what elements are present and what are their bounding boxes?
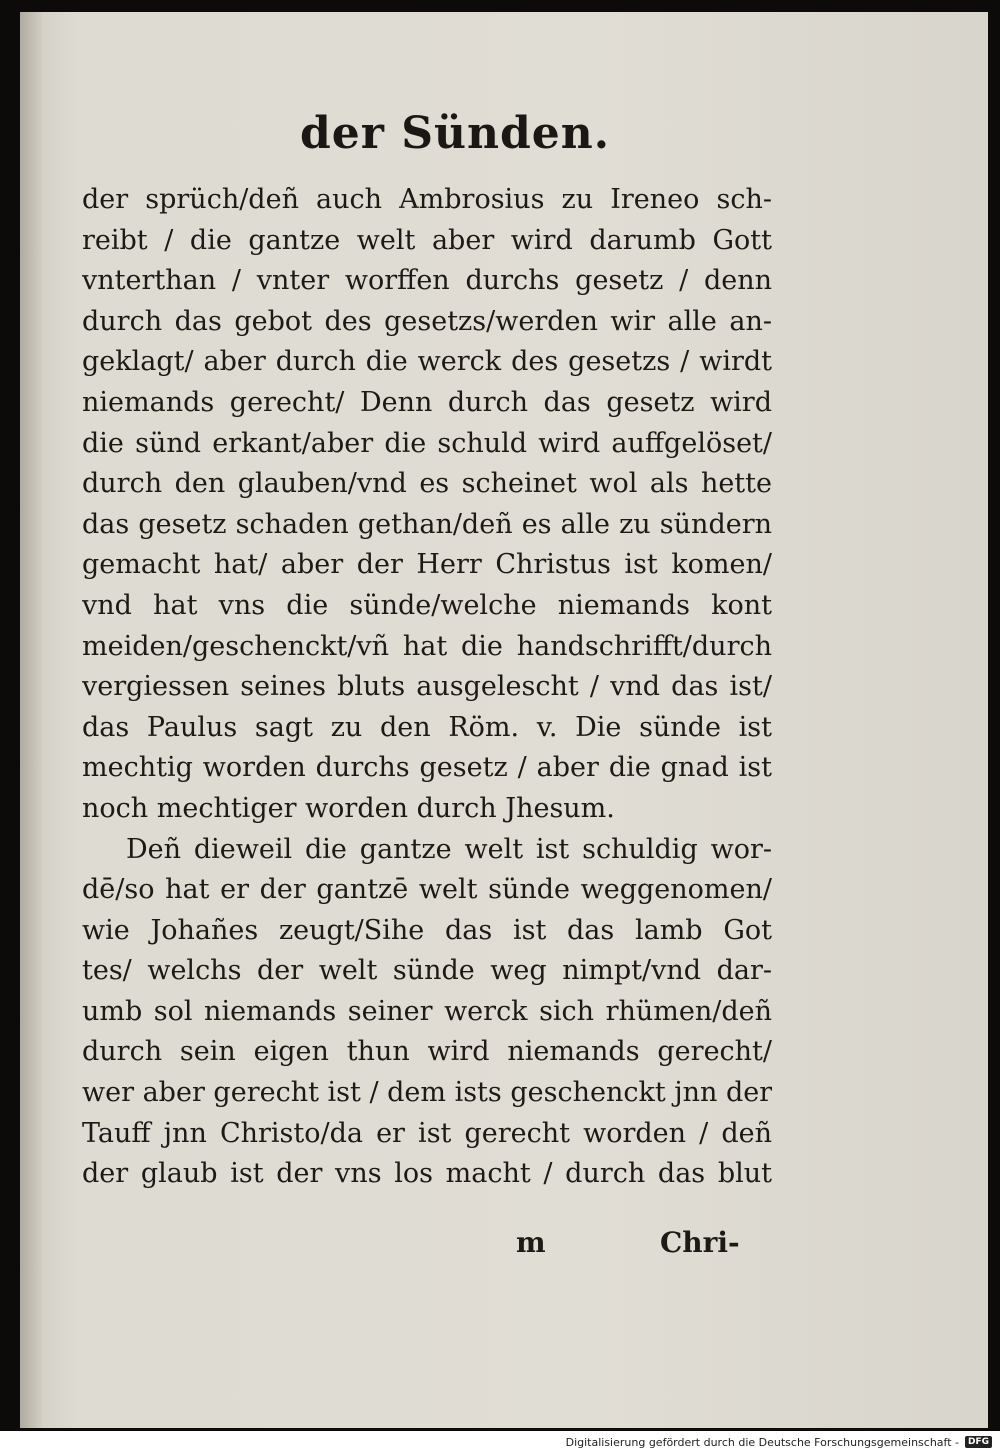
text-line: der glaub ist der vns los macht / durch das blut xyxy=(82,1158,772,1190)
signature-mark: m xyxy=(516,1226,546,1259)
footer-credit: Digitalisierung gefördert durch die Deutsche Forschungsgemeinschaft - xyxy=(565,1435,959,1449)
text-line: mechtig worden durchs gesetz / aber die gnad ist xyxy=(82,752,772,784)
page-body xyxy=(82,180,772,1195)
page-gutter xyxy=(20,12,42,1428)
text-line: vergiessen seines bluts ausgelescht / vnd das ist/ xyxy=(82,671,772,703)
text-line: Tauff jnn Christo/da er ist gerecht worden / deñ xyxy=(82,1117,772,1149)
text-line: das gesetz schaden gethan/deñ es alle zu sündern xyxy=(82,508,772,540)
catchword: Chri- xyxy=(660,1226,740,1259)
running-heading: der Sünden. xyxy=(300,108,611,159)
text-line: wer aber gerecht ist / dem ists geschenckt jnn der xyxy=(82,1077,772,1109)
text-line: durch sein eigen thun wird niemands gerecht/ xyxy=(82,1036,772,1068)
text-line: vnd hat vns die sünde/welche niemands kont xyxy=(82,589,772,621)
text-line: durch den glauben/vnd es scheinet wol als hette xyxy=(82,468,772,500)
text-line-paragraph-end: noch mechtiger worden durch Jhesum. xyxy=(82,792,615,824)
text-line: tes/ welchs der welt sünde weg nimpt/vnd dar- xyxy=(82,955,772,987)
text-line: vnterthan / vnter worffen durchs gesetz / denn xyxy=(82,265,772,297)
text-line: dē/so hat er der gantzē welt sünde weggenomen/ xyxy=(82,874,772,906)
text-line: die sünd erkant/aber die schuld wird auffgelöset/ xyxy=(82,427,772,459)
text-line: wie Johañes zeugt/Sihe das ist das lamb Got xyxy=(82,914,772,946)
text-line: meiden/geschenckt/vñ hat die handschrifft/durch xyxy=(82,630,772,662)
dfg-logo-icon: DFG xyxy=(965,1436,992,1448)
text-line: reibt / die gantze welt aber wird darumb Gott xyxy=(82,224,772,256)
text-line: umb sol niemands seiner werck sich rhümen/deñ xyxy=(82,995,772,1027)
text-line: gemacht hat/ aber der Herr Christus ist komen/ xyxy=(82,549,772,581)
text-line: der sprüch/deñ auch Ambrosius zu Ireneo sch- xyxy=(82,184,772,215)
text-line: das Paulus sagt zu den Röm. v. Die sünde ist xyxy=(82,711,772,743)
digitization-footer xyxy=(566,1434,992,1450)
text-line: durch das gebot des gesetzs/werden wir alle an- xyxy=(82,305,772,337)
text-line-paragraph-start: Deñ dieweil die gantze welt ist schuldig wor- xyxy=(126,833,772,865)
text-line: niemands gerecht/ Denn durch das gesetz wird xyxy=(82,386,772,418)
text-line: geklagt/ aber durch die werck des gesetzs / wirdt xyxy=(82,346,772,378)
